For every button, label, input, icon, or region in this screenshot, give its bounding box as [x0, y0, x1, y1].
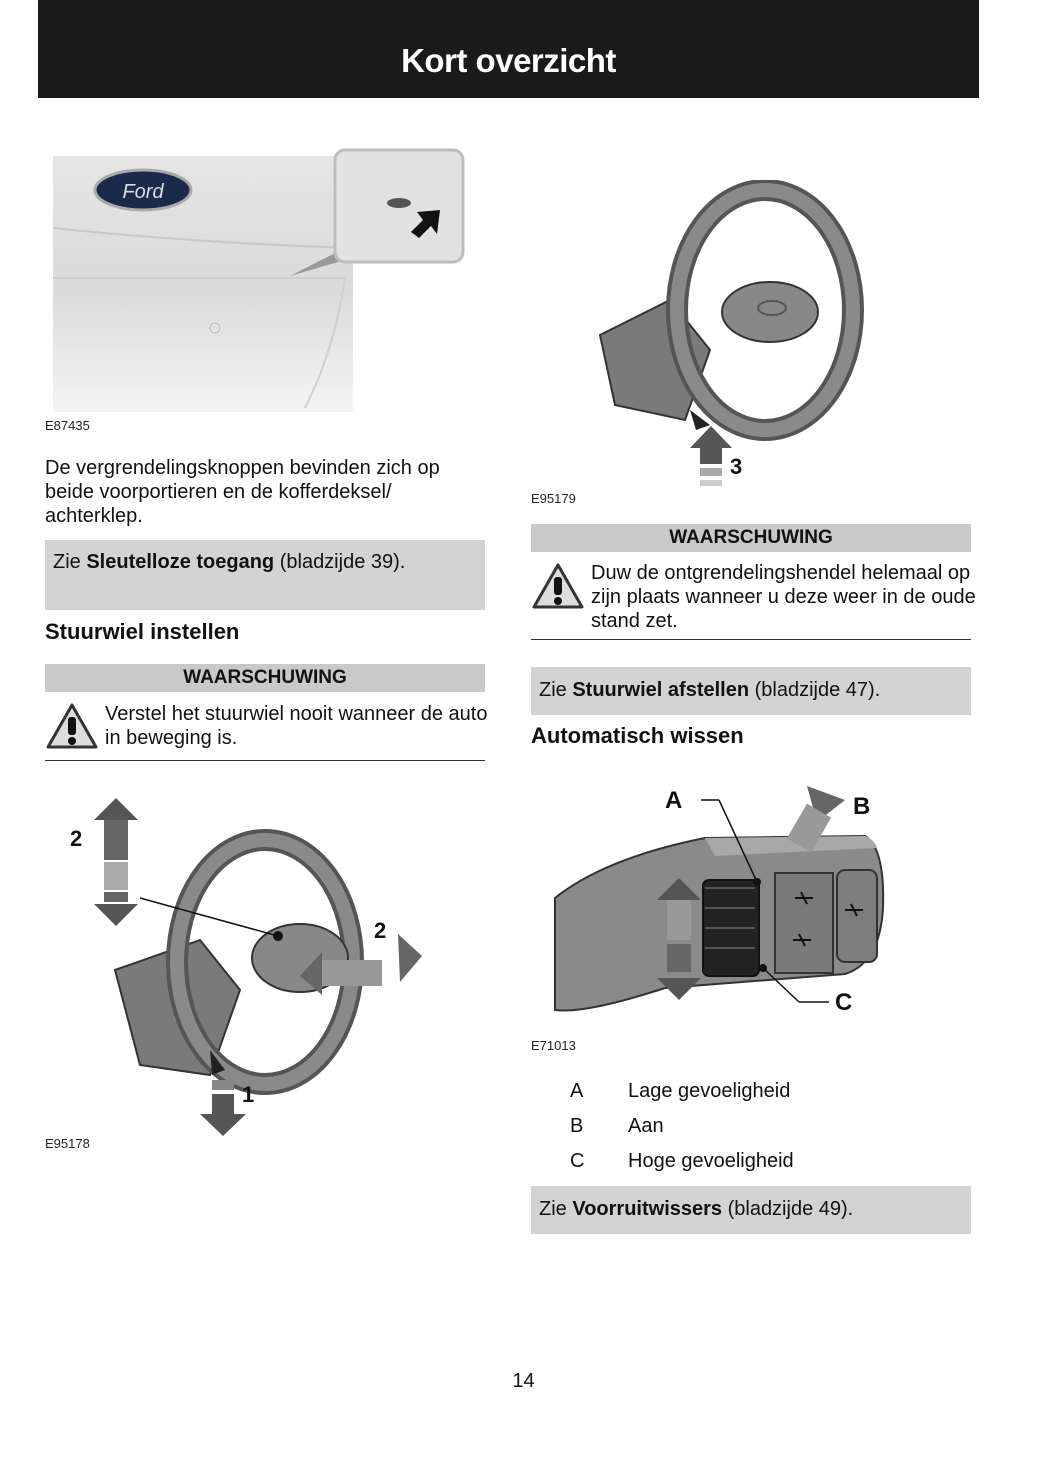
legend-item: B Aan: [570, 1115, 664, 1137]
legend-item: A Lage gevoeligheid: [570, 1080, 791, 1102]
arrow-up-down-icon: [94, 798, 138, 926]
svg-text:2: 2: [374, 918, 387, 943]
svg-text:3: 3: [730, 454, 743, 479]
page-title: Kort overzicht: [401, 42, 616, 79]
svg-text:1: 1: [242, 1082, 255, 1107]
section-title: Automatisch wissen: [531, 723, 744, 748]
svg-text:2: 2: [70, 826, 83, 851]
warning-label: WAARSCHUWING: [531, 524, 971, 552]
svg-text:A: A: [665, 787, 683, 814]
section-title: Stuurwiel instellen: [45, 619, 240, 644]
legend-item: C Hoge gevoeligheid: [570, 1150, 794, 1172]
warning-text: Duw de ontgrendelingshendel helemaal op zijn plaats wanneer u deze weer in de oude stand zet.: [591, 562, 976, 632]
reference-box: Zie Stuurwiel afstellen (bladzijde 47).: [531, 667, 971, 715]
warning-triangle-icon: [532, 562, 584, 610]
intro-text: De vergrendelingsknoppen bevinden zich op beide voorportieren en de kofferdeksel/ achterklep.: [45, 457, 440, 527]
reference-link[interactable]: Voorruitwissers: [572, 1198, 723, 1220]
figure-steering-lock: [590, 180, 880, 490]
figure-tailgate: [45, 148, 475, 416]
svg-text:C: C: [835, 989, 853, 1016]
divider: [45, 760, 485, 761]
figure-steering-adjust: [60, 790, 440, 1140]
figure-code: E95178: [45, 1136, 90, 1151]
page-header: [38, 0, 979, 98]
reference-link[interactable]: Stuurwiel afstellen: [572, 679, 750, 701]
figure-code: E71013: [531, 1038, 576, 1053]
svg-text:Ford: Ford: [122, 181, 164, 203]
figure-code: E87435: [45, 418, 90, 433]
svg-text:B: B: [853, 793, 871, 820]
page-number: 14: [512, 1370, 535, 1392]
reference-box: Zie Voorruitwissers (bladzijde 49).: [531, 1186, 971, 1234]
reference-link[interactable]: Sleutelloze toegang: [86, 551, 275, 573]
divider: [531, 639, 971, 640]
figure-wiper-stalk: [545, 778, 945, 1028]
arrow-up-icon: [690, 426, 732, 486]
warning-text: Verstel het stuurwiel nooit wanneer de auto in beweging is.: [105, 703, 488, 749]
warning-triangle-icon: [46, 702, 98, 750]
reference-box: Zie Sleutelloze toegang (bladzijde 39).: [45, 540, 485, 610]
figure-code: E95179: [531, 491, 576, 506]
warning-label: WAARSCHUWING: [45, 664, 485, 692]
